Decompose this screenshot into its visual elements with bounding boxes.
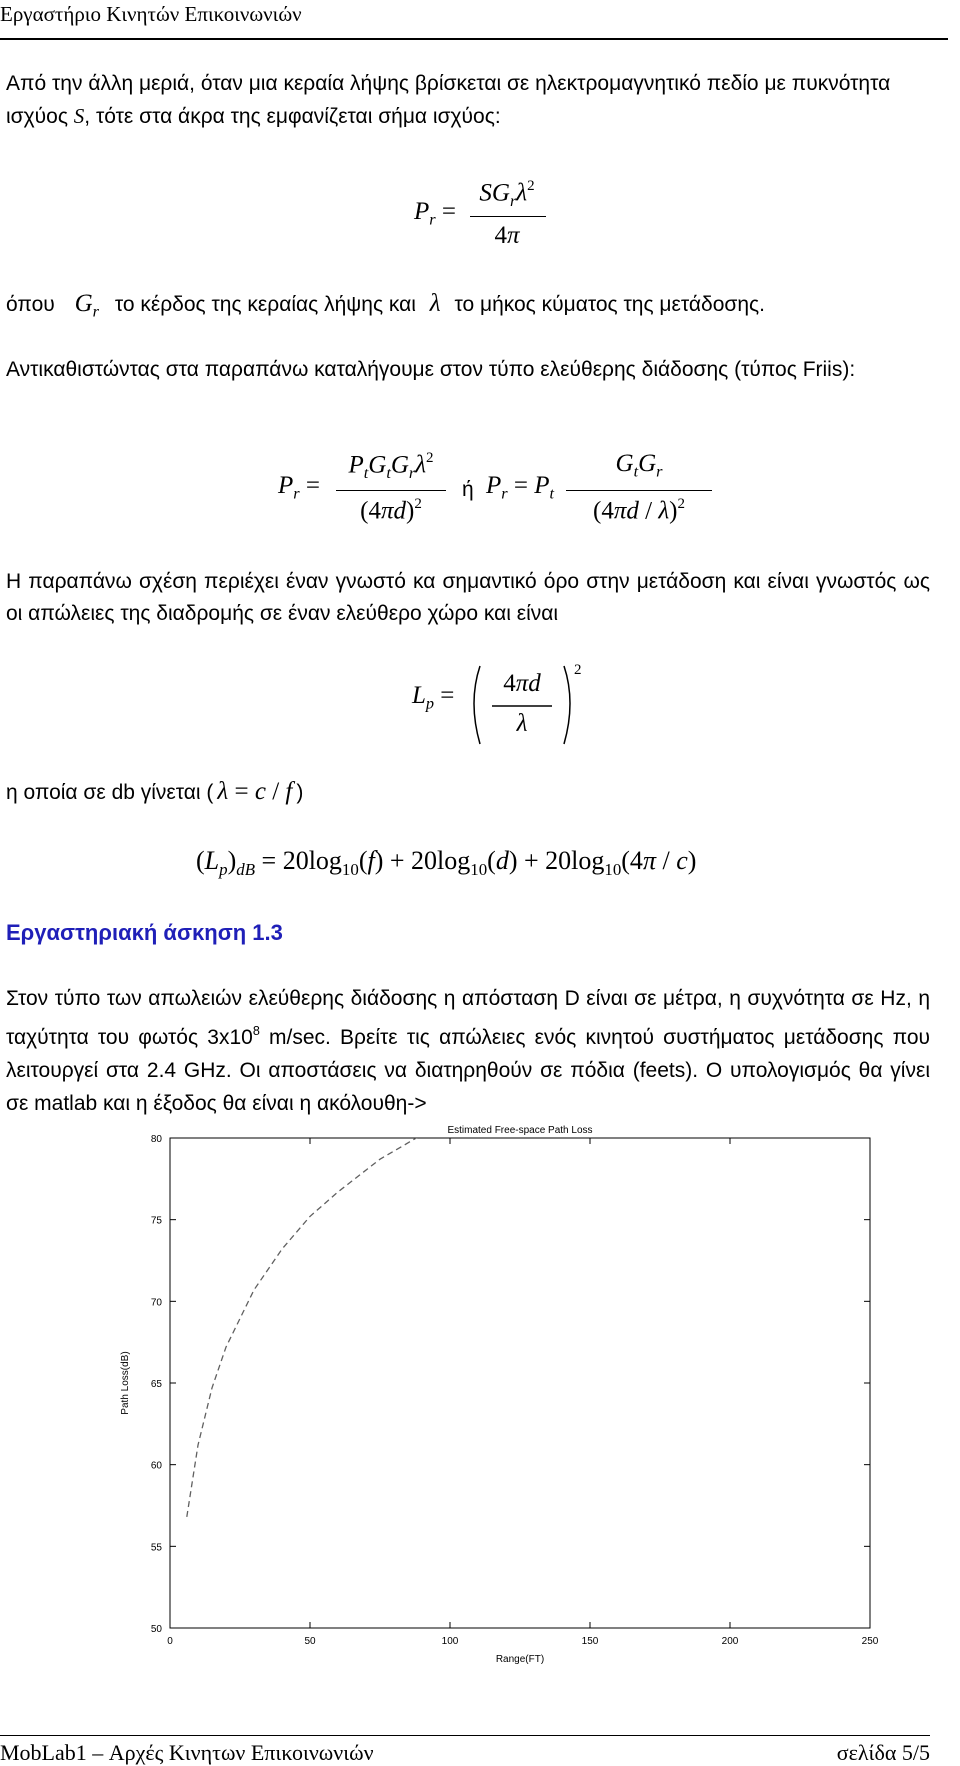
exercise-heading: Εργαστηριακή άσκηση 1.3: [6, 920, 283, 946]
friis-numerator: $P_tG_tG_r\lambda^2$: [336, 450, 446, 483]
eq-pr-numerator: $SG_r\lambda^2$: [470, 178, 544, 211]
footer-page-number: σελίδα 5/5: [837, 1740, 930, 1766]
lp-denominator: λ: [490, 710, 554, 738]
footer-course: MobLab1 – Αρχές Κινητων Επικοινωνιών: [0, 1740, 374, 1765]
db-text-end: ): [296, 781, 303, 804]
eq-pr-denominator: 4π: [470, 222, 544, 250]
page-header-title: Εργαστήριο Κινητών Επικοινωνιών: [0, 2, 302, 27]
header-divider: [0, 38, 948, 40]
x-tick-label: 200: [722, 1636, 739, 1647]
symbol-s: S: [74, 104, 85, 128]
x-tick-label: 0: [167, 1636, 173, 1647]
intro-text-end: , τότε στα άκρα της εμφανίζεται σήμα ισχύος:: [84, 105, 500, 128]
x-tick-label: 50: [304, 1636, 316, 1647]
lambda-relation: λ = c / f: [217, 778, 292, 805]
where-text: όπου: [6, 293, 55, 316]
friis-denominator: $(4\pi d)^2$: [336, 496, 446, 526]
x-tick-label: 150: [582, 1636, 599, 1647]
friis-alt-lhs: $P_r = P_t$: [486, 472, 554, 504]
exercise-exponent: 8: [253, 1024, 260, 1038]
db-equation: $(L_p)_{dB} = 20\log_{10}(f) + 20\log_{10}(d) + 20\log_{10}(4\pi / c)$: [196, 846, 696, 880]
intro-text: Από την άλλη μεριά, όταν μια κεραία λήψης βρίσκεται σε ηλεκτρομαγνητικό πεδίο με πυκνότητα ισχύος: [6, 72, 890, 128]
paragraph-friis: Αντικαθιστώντας στα παραπάνω καταλήγουμε στον τύπο ελεύθερης διάδοσης (τύπος Friis):: [6, 354, 930, 386]
paragraph-intro: [6, 68, 930, 133]
x-tick-label: 250: [862, 1636, 879, 1647]
friis-fraction-line: [336, 490, 446, 491]
or-word: ή: [462, 478, 474, 502]
paragraph-path-loss: Η παραπάνω σχέση περιέχει έναν γνωστό κα σημαντικό όρο στην μετάδοση και είναι γνωστός ως οι απώλειες της διαδρομής σε έναν ελεύθερο χώρο και είναι: [6, 566, 930, 630]
eq-pr-lhs: $P_r$ =: [414, 198, 456, 230]
y-tick-label: 70: [151, 1297, 163, 1308]
x-tick-label: 100: [442, 1636, 459, 1647]
y-tick-label: 80: [151, 1134, 163, 1145]
where-text-end: το μήκος κύματος της μετάδοσης.: [454, 293, 765, 316]
chart-title: Estimated Free-space Path Loss: [447, 1125, 592, 1136]
page-footer: [0, 1740, 930, 1766]
footer-divider: [0, 1735, 930, 1736]
friis-alt-denominator: (4πd / λ)$^2$: [566, 496, 712, 526]
friis-alt-numerator: $G_tG_r$: [566, 450, 712, 482]
exercise-text-a: Στον τύπο των απωλειών ελεύθερης διάδοσης η απόσταση D είναι σε μέτρα, η συχνότητα σε Hz, η ταχύτητα του φωτός 3x10: [6, 987, 930, 1049]
y-tick-label: 75: [151, 1216, 163, 1227]
symbol-lambda: λ: [430, 290, 441, 317]
eq-pr-fraction-line: [470, 216, 546, 217]
y-tick-label: 60: [151, 1461, 163, 1472]
symbol-gr: $G_r$: [75, 290, 99, 317]
friis-lhs: $P_r$ =: [278, 472, 320, 504]
y-tick-label: 55: [151, 1542, 163, 1553]
lp-lhs: $L_p$ =: [412, 682, 454, 714]
paragraph-db: [6, 776, 930, 809]
x-axis-label: Range(FT): [496, 1654, 544, 1665]
path-loss-chart: [110, 1120, 900, 1660]
exercise-text: [6, 982, 930, 1120]
plot-frame: [170, 1138, 870, 1628]
y-tick-label: 50: [151, 1624, 163, 1635]
svg-text:2: 2: [574, 662, 582, 678]
exercise-text-b: m/sec. Βρείτε τις απώλειες ενός κινητού συστήματος μετάδοσης που λειτουργεί στα 2.4 GHz. Οι αποστάσεις να διατηρηθούν σε πόδια (feets). Ο υπολογισμός θα γίνει σε matlab και η έξοδος θα είναι η ακόλουθη->: [6, 1026, 930, 1115]
paragraph-where: [6, 288, 930, 328]
y-axis-label: Path Loss(dB): [120, 1351, 131, 1414]
friis-alt-fraction-line: [566, 490, 712, 491]
where-text-mid: το κέρδος της κεραίας λήψης και: [115, 293, 416, 316]
y-tick-label: 65: [151, 1379, 163, 1390]
lp-numerator: 4πd: [490, 670, 554, 698]
db-text: η οποία σε db γίνεται (: [6, 781, 213, 804]
